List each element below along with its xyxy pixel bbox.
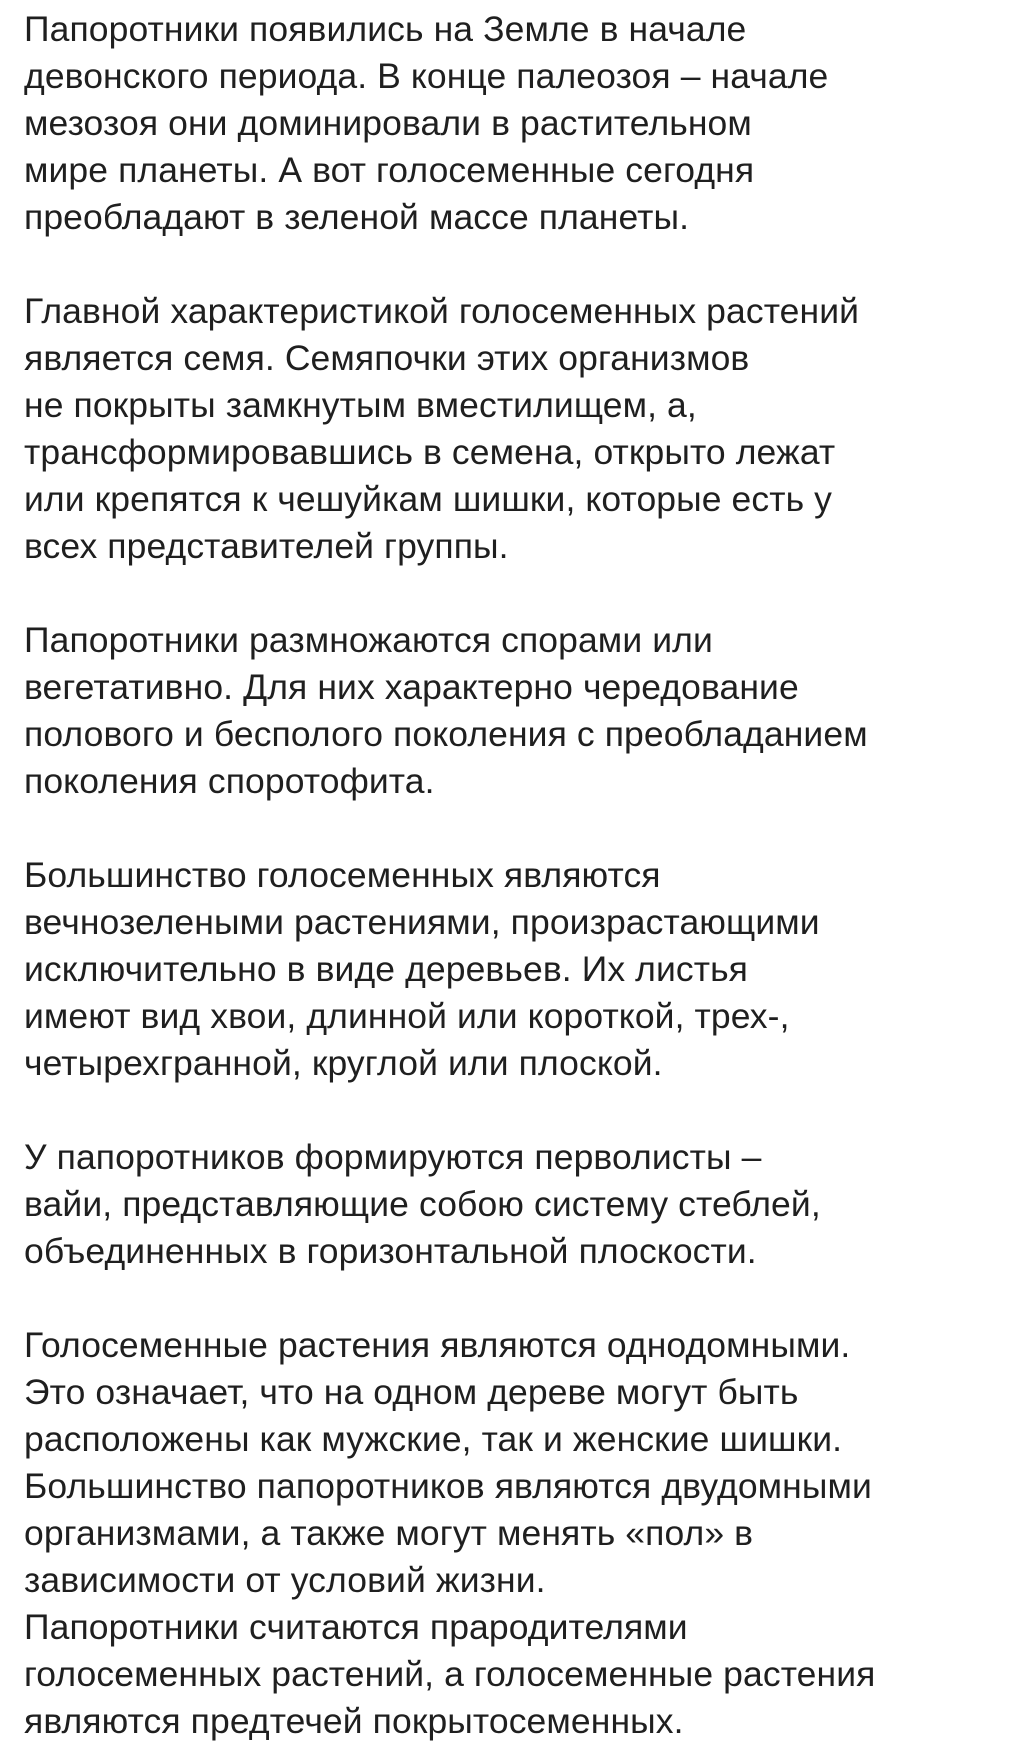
paragraph-ferns-reproduction <box>24 617 1024 805</box>
text-line: не покрыты замкнутым вместилищем, а, <box>24 385 697 425</box>
text-line: объединенных в горизонтальной плоскости. <box>24 1231 757 1271</box>
text-line: девонского периода. В конце палеозоя – начале <box>24 56 829 96</box>
text-line: мезозоя они доминировали в растительном <box>24 103 752 143</box>
text-line: Голосеменные растения являются однодомными. <box>24 1325 851 1365</box>
text-line: вайи, представляющие собою систему стеблей, <box>24 1184 821 1224</box>
text-line: имеют вид хвои, длинной или короткой, трех-, <box>24 996 790 1036</box>
text-line: вечнозелеными растениями, произрастающими <box>24 902 820 942</box>
paragraph-gymnosperm-leaves <box>24 852 1024 1087</box>
text-line: зависимости от условий жизни. <box>24 1560 546 1600</box>
text-line: всех представителей группы. <box>24 526 509 566</box>
paragraph-ancestors <box>24 1604 1024 1745</box>
paragraph-gymnosperm-seed <box>24 288 1024 570</box>
text-line: Главной характеристикой голосеменных растений <box>24 291 860 331</box>
text-line: или крепятся к чешуйкам шишки, которые есть у <box>24 479 833 519</box>
paragraph-ferns-fronds <box>24 1134 1024 1275</box>
text-line: полового и бесполого поколения с преобладанием <box>24 714 868 754</box>
text-line: Это означает, что на одном дереве могут быть <box>24 1372 799 1412</box>
text-line: мире планеты. А вот голосеменные сегодня <box>24 150 755 190</box>
text-line: является семя. Семяпочки этих организмов <box>24 338 750 378</box>
paragraph-ferns-origin <box>24 6 1024 241</box>
text-line: поколения споротофита. <box>24 761 435 801</box>
text-line: организмами, а также могут менять «пол» в <box>24 1513 754 1553</box>
text-line: преобладают в зеленой массе планеты. <box>24 197 690 237</box>
text-line: исключительно в виде деревьев. Их листья <box>24 949 749 989</box>
text-line: вегетативно. Для них характерно чередование <box>24 667 799 707</box>
text-line: Папоротники размножаются спорами или <box>24 620 713 660</box>
text-line: трансформировавшись в семена, открыто лежат <box>24 432 836 472</box>
text-line: являются предтечей покрытосеменных. <box>24 1701 684 1741</box>
document-body <box>24 6 1024 1745</box>
paragraph-monoecious-dioecious <box>24 1322 1024 1604</box>
text-line: Большинство папоротников являются двудомными <box>24 1466 872 1506</box>
text-line: Папоротники считаются прародителями <box>24 1607 688 1647</box>
text-line: четырехгранной, круглой или плоской. <box>24 1043 663 1083</box>
text-line: голосеменных растений, а голосеменные растения <box>24 1654 876 1694</box>
text-line: У папоротников формируются перволисты – <box>24 1137 762 1177</box>
text-line: Большинство голосеменных являются <box>24 855 661 895</box>
text-line: расположены как мужские, так и женские шишки. <box>24 1419 843 1459</box>
text-line: Папоротники появились на Земле в начале <box>24 9 747 49</box>
